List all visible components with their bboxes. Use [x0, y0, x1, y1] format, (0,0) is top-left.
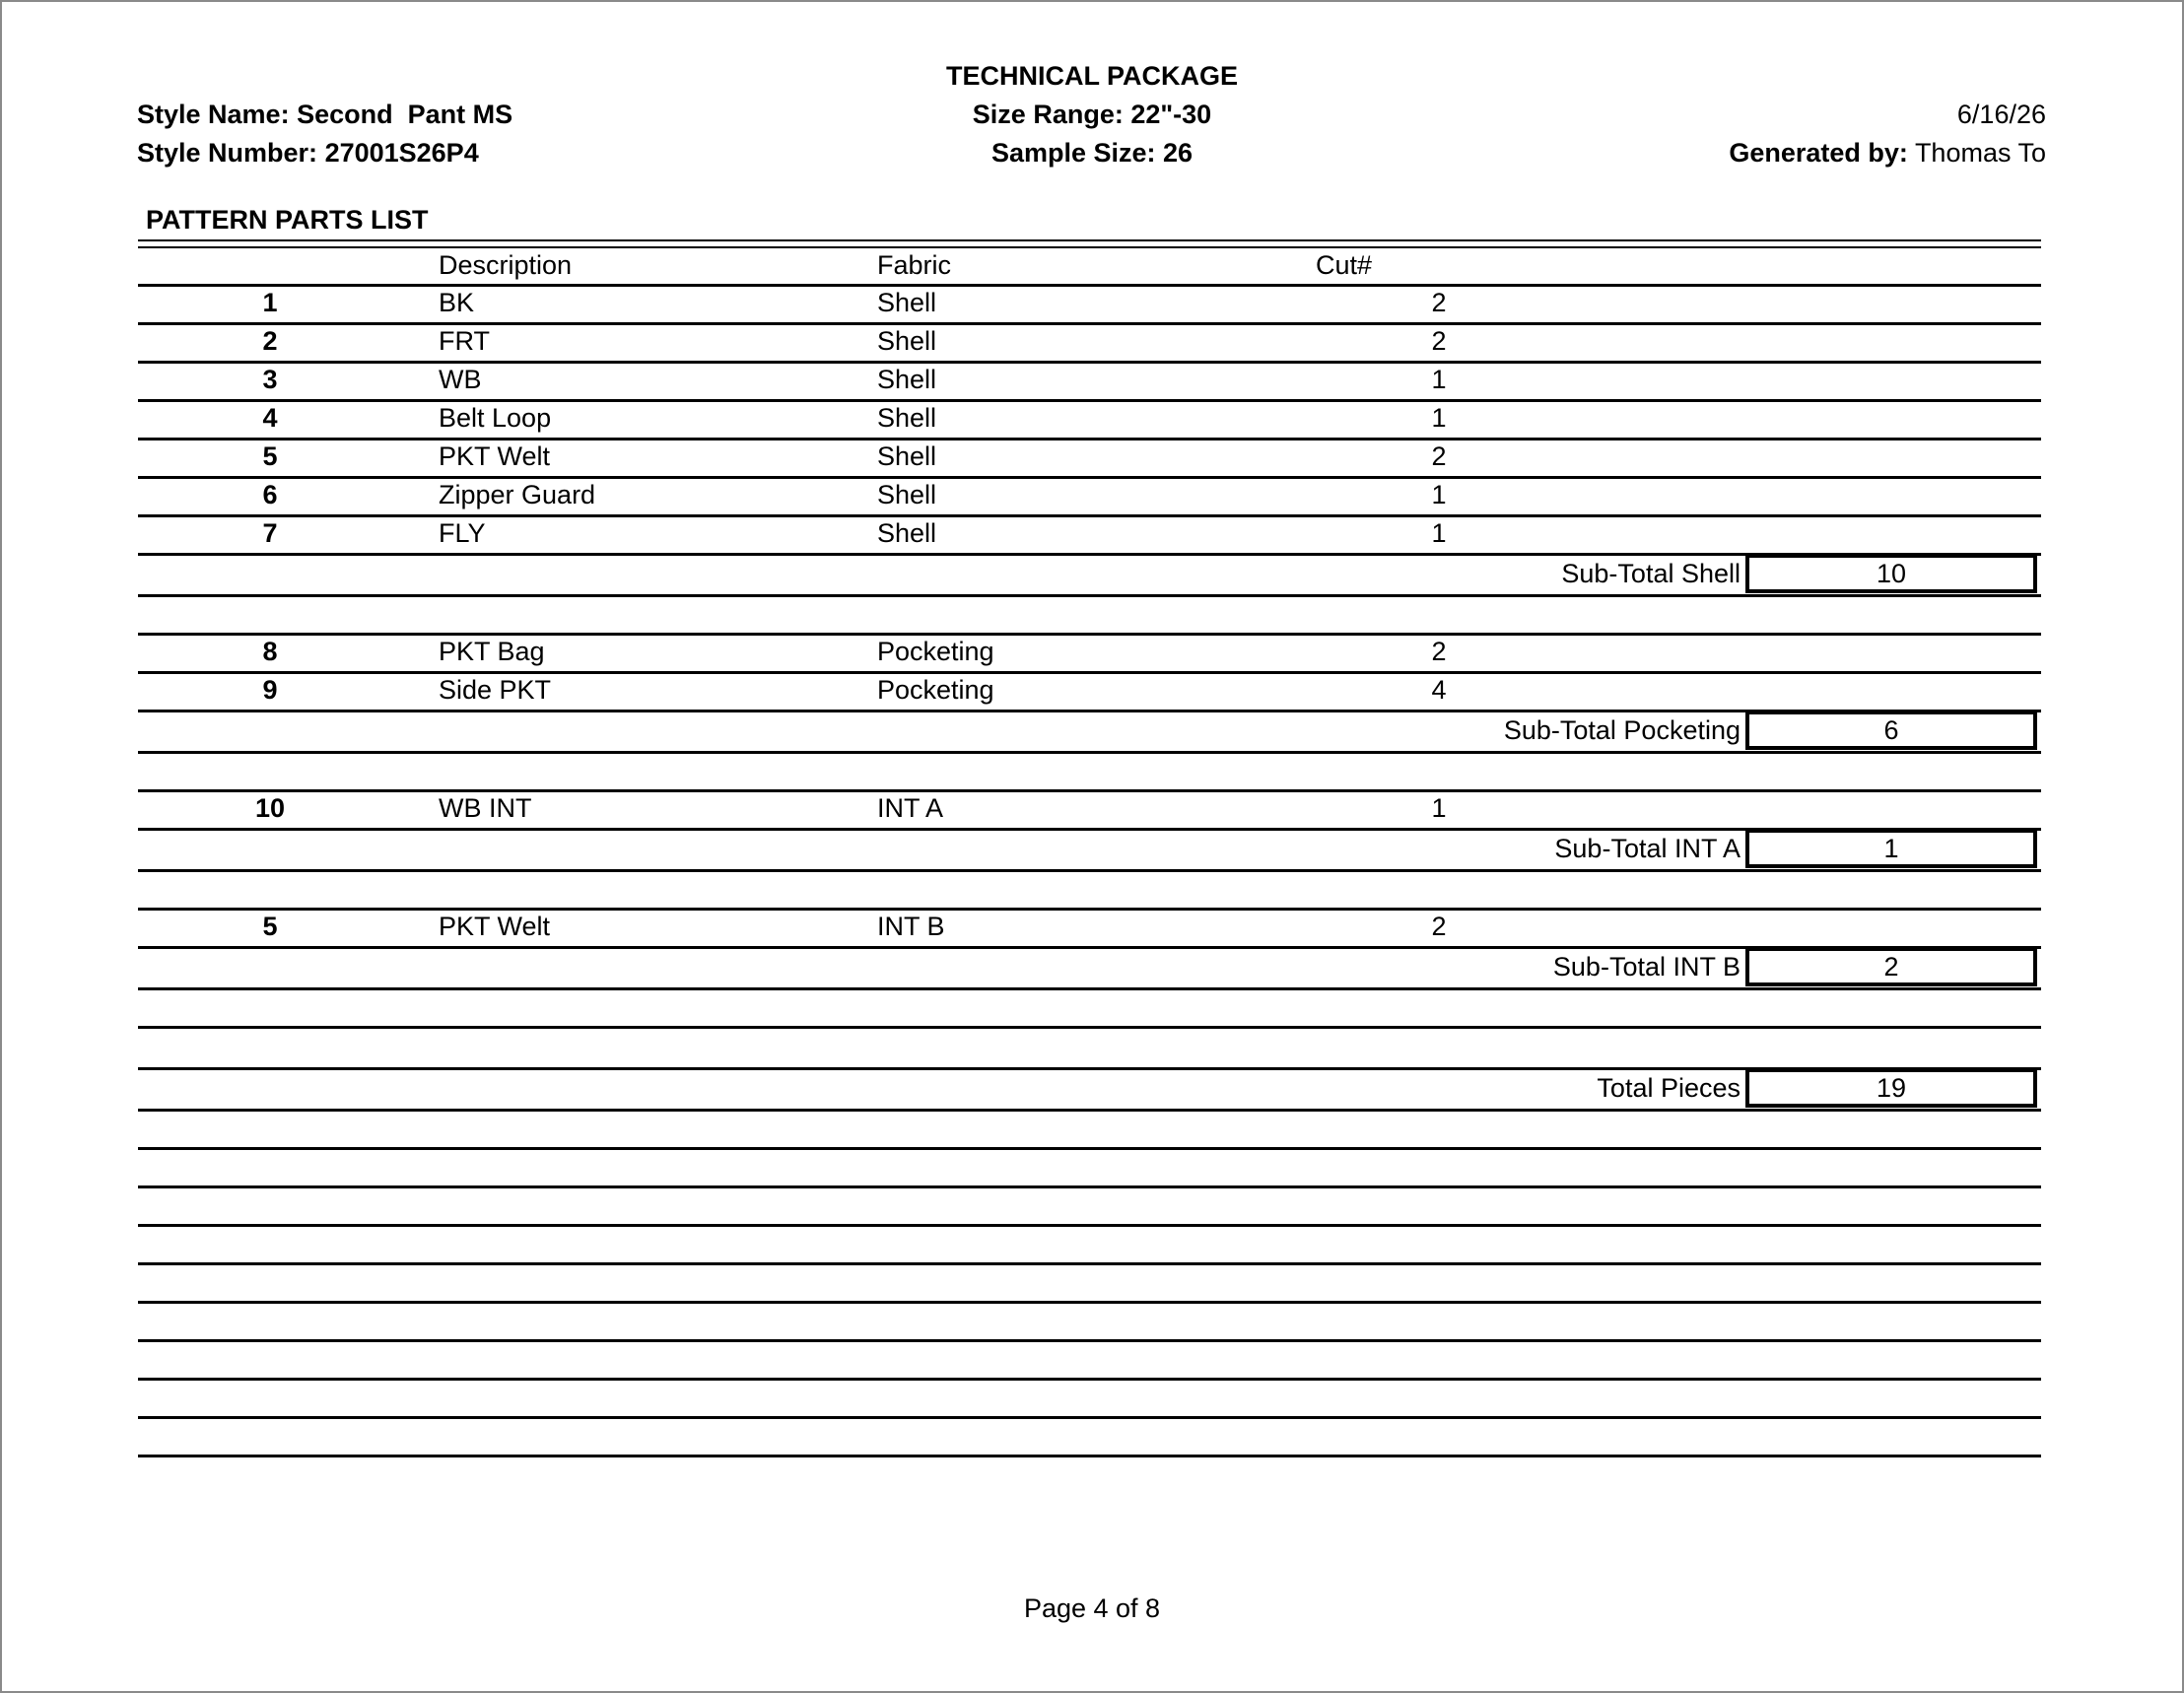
part-fabric: Shell	[877, 403, 937, 433]
table-row-rule	[138, 284, 2041, 287]
table-row-rule	[138, 399, 2041, 402]
table-row-rule	[138, 1147, 2041, 1150]
generated-by-label: Generated by:	[1729, 138, 1908, 168]
table-row-rule	[138, 1224, 2041, 1227]
part-description: BK	[439, 288, 475, 317]
table-row-rule	[138, 1339, 2041, 1342]
size-range: Size Range: 22"-30	[972, 100, 1212, 129]
part-description: FLY	[439, 518, 486, 548]
table-row-rule	[138, 987, 2041, 990]
part-description: WB INT	[439, 793, 532, 823]
part-fabric: INT B	[877, 912, 945, 941]
part-number: 9	[262, 675, 278, 705]
part-fabric: Shell	[877, 288, 937, 317]
table-row-rule	[138, 908, 2041, 911]
part-description: PKT Bag	[439, 637, 545, 666]
part-description: PKT Welt	[439, 912, 551, 941]
table-row-rule	[138, 1378, 2041, 1381]
table-top-rule	[138, 239, 2041, 241]
table-row-rule	[138, 751, 2041, 754]
column-header-description: Description	[439, 250, 573, 280]
table-row-rule	[138, 1301, 2041, 1304]
table-row-rule	[138, 322, 2041, 325]
part-fabric: Shell	[877, 441, 937, 471]
part-description: Zipper Guard	[439, 480, 596, 509]
part-description: FRT	[439, 326, 490, 356]
part-fabric: Pocketing	[877, 637, 994, 666]
subtotal-label: Sub-Total INT A	[1554, 834, 1740, 863]
part-description: PKT Welt	[439, 441, 551, 471]
part-cut-count: 2	[1431, 637, 1447, 666]
total-pieces-box: 19	[1745, 1068, 2037, 1108]
style-name-label: Style Name:	[137, 100, 290, 129]
part-cut-count: 1	[1431, 403, 1447, 433]
part-fabric: INT A	[877, 793, 944, 823]
part-number: 5	[262, 912, 278, 941]
subtotal-box: 6	[1745, 711, 2037, 750]
table-row-rule	[138, 1262, 2041, 1265]
part-cut-count: 2	[1431, 441, 1447, 471]
table-row-rule	[138, 671, 2041, 674]
table-top-rule-2	[138, 246, 2041, 248]
sample-size: Sample Size: 26	[990, 138, 1194, 168]
generated-by	[1729, 138, 2046, 169]
table-row-rule	[138, 1416, 2041, 1419]
part-cut-count: 1	[1431, 518, 1447, 548]
subtotal-label: Sub-Total Shell	[1561, 559, 1740, 588]
section-title: PATTERN PARTS LIST	[146, 205, 429, 235]
part-cut-count: 2	[1431, 912, 1447, 941]
part-cut-count: 1	[1431, 793, 1447, 823]
style-number	[137, 138, 479, 169]
subtotal-box: 2	[1745, 947, 2037, 986]
part-description: WB	[439, 365, 482, 394]
part-description: Side PKT	[439, 675, 552, 705]
document-title: TECHNICAL PACKAGE	[945, 61, 1238, 91]
total-pieces-label: Total Pieces	[1597, 1073, 1740, 1103]
part-fabric: Shell	[877, 518, 937, 548]
part-fabric: Shell	[877, 365, 937, 394]
part-cut-count: 1	[1431, 365, 1447, 394]
table-row-rule	[138, 1109, 2041, 1112]
table-row-rule	[138, 1185, 2041, 1188]
part-cut-count: 2	[1431, 326, 1447, 356]
part-number: 2	[262, 326, 278, 356]
column-header-fabric: Fabric	[877, 250, 952, 280]
style-name-value: Second Pant MS	[297, 100, 513, 129]
table-row-rule	[138, 476, 2041, 479]
part-number: 1	[262, 288, 278, 317]
subtotal-box: 10	[1745, 554, 2037, 593]
part-number: 5	[262, 441, 278, 471]
style-name	[137, 100, 512, 130]
page-number: Page 4 of 8	[1023, 1593, 1161, 1623]
subtotal-label: Sub-Total Pocketing	[1503, 715, 1740, 745]
part-number: 7	[262, 518, 278, 548]
part-description: Belt Loop	[439, 403, 552, 433]
style-number-value: 27001S26P4	[324, 138, 479, 168]
part-fabric: Shell	[877, 326, 937, 356]
table-row-rule	[138, 633, 2041, 636]
table-row-rule	[138, 869, 2041, 872]
part-number: 4	[262, 403, 278, 433]
part-number: 10	[254, 793, 286, 823]
style-number-label: Style Number:	[137, 138, 318, 168]
table-row-rule	[138, 514, 2041, 517]
table-row-rule	[138, 361, 2041, 364]
part-number: 3	[262, 365, 278, 394]
document-date: 6/16/26	[1956, 100, 2046, 129]
table-row-rule	[138, 1026, 2041, 1029]
table-row-rule	[138, 789, 2041, 792]
part-number: 8	[262, 637, 278, 666]
table-row-rule	[138, 438, 2041, 440]
part-fabric: Shell	[877, 480, 937, 509]
generated-by-value: Thomas To	[1914, 138, 2046, 168]
part-number: 6	[262, 480, 278, 509]
part-cut-count: 4	[1431, 675, 1447, 705]
table-row-rule	[138, 594, 2041, 597]
subtotal-box: 1	[1745, 829, 2037, 868]
part-fabric: Pocketing	[877, 675, 994, 705]
part-cut-count: 2	[1431, 288, 1447, 317]
table-row-rule	[138, 1455, 2041, 1457]
part-cut-count: 1	[1431, 480, 1447, 509]
column-header-cut: Cut#	[1316, 250, 1373, 280]
subtotal-label: Sub-Total INT B	[1552, 952, 1740, 982]
